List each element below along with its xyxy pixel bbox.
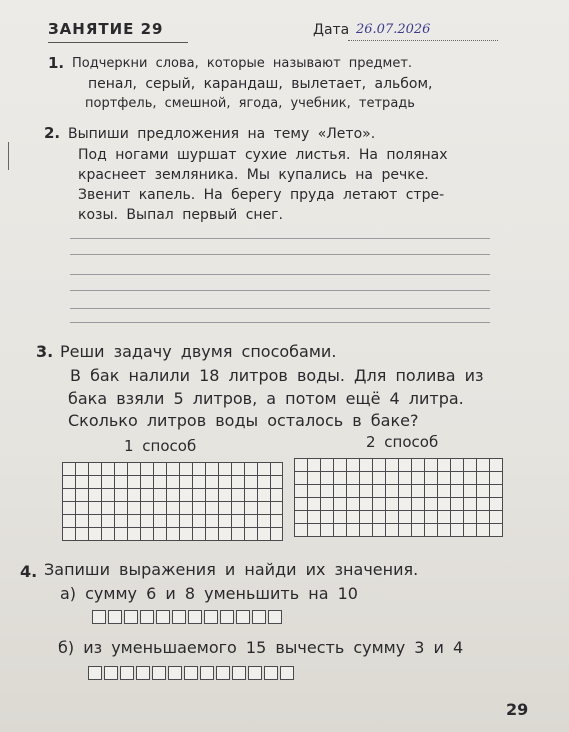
answer-cell[interactable] xyxy=(204,610,218,624)
task-2-number: 2. xyxy=(44,124,61,142)
answer-line[interactable] xyxy=(70,290,490,291)
answer-cell[interactable] xyxy=(220,610,234,624)
date-handwritten: 26.07.2026 xyxy=(356,22,431,37)
task-2-text-line-4: козы. Выпал первый снег. xyxy=(78,207,283,223)
task-3-problem-line-3: Сколько литров воды осталось в баке? xyxy=(68,411,419,430)
answer-cell[interactable] xyxy=(184,666,198,680)
lesson-underline xyxy=(48,42,188,43)
answer-cell[interactable] xyxy=(92,610,106,624)
task-4b-answer-cells[interactable] xyxy=(88,666,294,680)
lesson-title: ЗАНЯТИЕ 29 xyxy=(48,20,164,38)
page-header xyxy=(48,14,538,44)
task-2-instruction: Выпиши предложения на тему «Лето». xyxy=(68,126,376,142)
answer-cell[interactable] xyxy=(108,610,122,624)
task-3-instruction: Реши задачу двумя способами. xyxy=(60,342,337,361)
answer-line[interactable] xyxy=(70,254,490,255)
answer-cell[interactable] xyxy=(280,666,294,680)
task-2-text-line-3: Звенит капель. На берегу пруда летают стре- xyxy=(78,187,445,203)
grid-method-1[interactable] xyxy=(62,462,283,541)
answer-cell[interactable] xyxy=(200,666,214,680)
task-4a-text: а) сумму 6 и 8 уменьшить на 10 xyxy=(60,584,358,603)
answer-line[interactable] xyxy=(70,322,490,323)
task-4-instruction: Запиши выражения и найди их значения. xyxy=(44,560,419,579)
margin-mark xyxy=(8,142,9,170)
answer-cell[interactable] xyxy=(136,666,150,680)
page-number: 29 xyxy=(506,700,529,719)
answer-cell[interactable] xyxy=(120,666,134,680)
answer-cell[interactable] xyxy=(264,666,278,680)
answer-cell[interactable] xyxy=(252,610,266,624)
answer-cell[interactable] xyxy=(124,610,138,624)
task-1-words-line-1: пенал, серый, карандаш, вылетает, альбом, xyxy=(88,76,433,92)
answer-cell[interactable] xyxy=(188,610,202,624)
task-2-text-line-1: Под ногами шуршат сухие листья. На полянах xyxy=(78,147,448,163)
answer-cell[interactable] xyxy=(172,610,186,624)
task-1-instruction: Подчеркни слова, которые называют предмет. xyxy=(72,56,413,71)
method-1-label: 1 способ xyxy=(124,437,197,455)
task-4a-answer-cells[interactable] xyxy=(92,610,282,624)
answer-cell[interactable] xyxy=(140,610,154,624)
answer-cell[interactable] xyxy=(216,666,230,680)
answer-line[interactable] xyxy=(70,308,490,309)
answer-line[interactable] xyxy=(70,274,490,275)
date-line xyxy=(348,40,498,41)
task-3-problem-line-2: бака взяли 5 литров, а потом ещё 4 литра. xyxy=(68,389,464,408)
answer-cell[interactable] xyxy=(104,666,118,680)
answer-cell[interactable] xyxy=(248,666,262,680)
answer-line[interactable] xyxy=(70,238,490,239)
answer-cell[interactable] xyxy=(156,610,170,624)
task-4-number: 4. xyxy=(20,562,38,581)
answer-cell[interactable] xyxy=(152,666,166,680)
task-1-number: 1. xyxy=(48,54,65,72)
task-4b-text: б) из уменьшаемого 15 вычесть сумму 3 и 4 xyxy=(58,638,464,657)
date-label: Дата xyxy=(313,22,350,38)
task-3-problem-line-1: В бак налили 18 литров воды. Для полива из xyxy=(70,366,484,385)
task-3-number: 3. xyxy=(36,342,54,361)
answer-cell[interactable] xyxy=(268,610,282,624)
task-1-words-line-2: портфель, смешной, ягода, учебник, тетрадь xyxy=(85,96,415,111)
task-2-text-line-2: краснеет земляника. Мы купались на речке. xyxy=(78,167,429,183)
method-2-label: 2 способ xyxy=(366,433,439,451)
answer-cell[interactable] xyxy=(236,610,250,624)
grid-method-2[interactable] xyxy=(294,458,503,537)
answer-cell[interactable] xyxy=(232,666,246,680)
answer-cell[interactable] xyxy=(88,666,102,680)
answer-cell[interactable] xyxy=(168,666,182,680)
